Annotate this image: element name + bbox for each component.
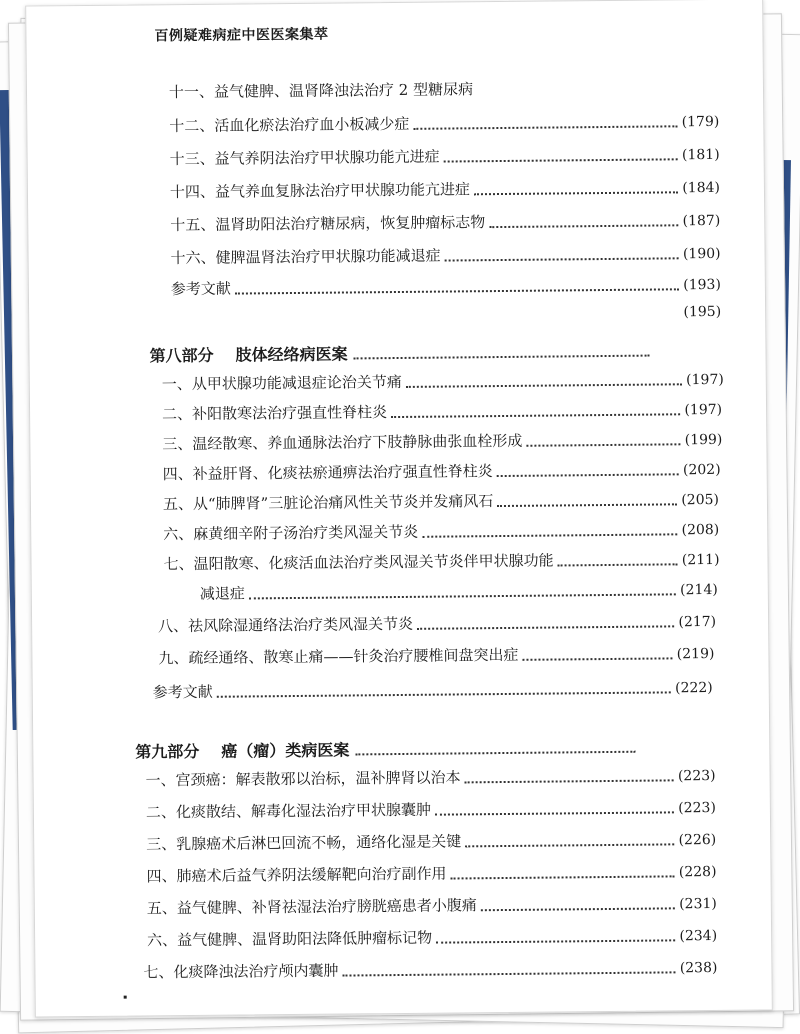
toc-entry[interactable] (143, 956, 717, 984)
toc-entry[interactable] (153, 676, 713, 703)
leader-dots (558, 563, 678, 566)
toc-entry-page: (179) (681, 113, 720, 131)
toc-entry-title: 二、补阳散寒法治疗强直性脊柱炎 (162, 403, 388, 424)
toc-entry-page: (199) (684, 431, 723, 449)
leader-dots (391, 413, 680, 418)
toc-entry[interactable] (158, 642, 714, 669)
toc-entry-title: 参考文献 (170, 279, 231, 299)
toc-page (25, 0, 773, 1018)
toc-entry[interactable] (146, 796, 716, 823)
toc-entry-page: (238) (679, 959, 718, 977)
toc-entry-page: (197) (684, 401, 723, 419)
leader-dots (422, 533, 677, 537)
toc-entry-page: (217) (678, 613, 717, 631)
toc-entry[interactable] (171, 304, 721, 331)
toc-entry-page: (214) (680, 581, 718, 599)
leader-dots (522, 657, 672, 660)
toc-entry-page: (197) (686, 371, 724, 389)
leader-dots (417, 625, 674, 629)
leader-dots (481, 907, 675, 911)
leader-dots (526, 443, 680, 446)
toc-entry-title: 减退症 (199, 584, 245, 603)
toc-entry[interactable] (146, 860, 716, 887)
toc-entry-title: 十二、活血化瘀法治疗血小板减少症 (169, 114, 410, 136)
toc-entry-title: 十六、健脾温肾法治疗甲状腺功能减退症 (170, 246, 441, 268)
running-header: 百例疑难病症中医医案集萃 (154, 26, 329, 45)
leader-dots (435, 811, 674, 815)
print-speck (124, 996, 127, 999)
toc-entry-title: 十一、益气健脾、温肾降浊法治疗 2 型糖尿病 (168, 80, 474, 102)
toc-entry-title: 三、乳腺癌术后淋巴回流不畅，通络化湿是关键 (146, 832, 462, 854)
toc-entry-title: 一、从甲状腺功能减退症论治关节痛 (161, 372, 402, 394)
toc-entry[interactable] (162, 368, 724, 395)
section-title: 肢体经络病医案 (235, 344, 348, 365)
section-part-number: 第八部分 (149, 345, 214, 366)
leader-dots (465, 779, 674, 783)
toc-entry[interactable] (162, 428, 722, 455)
toc-entry-title: 六、益气健脾、温肾助阳法降低肿瘤标记物 (147, 928, 433, 950)
toc-entry-title: 八、祛风除湿通络法治疗类风湿关节炎 (158, 614, 414, 636)
toc-entry-page: (208) (681, 521, 720, 539)
toc-entry-title: 二、化痰散结、解毒化湿法治疗甲状腺囊肿 (145, 800, 431, 822)
toc-entry[interactable] (170, 242, 720, 269)
toc-entry-title: 七、化痰降浊法治疗颅内囊肿 (143, 961, 339, 982)
toc-entry-title: 十五、温肾助阳法治疗糖尿病，恢复肿瘤标志物 (170, 213, 486, 235)
toc-entry-title: 五、益气健脾、补肾祛湿法治疗膀胱癌患者小腹痛 (146, 896, 477, 918)
toc-entry-page: (181) (681, 146, 720, 164)
toc-entry-page: (211) (681, 551, 720, 569)
leader-dots (445, 257, 679, 261)
section-title: 癌（瘤）类病医案 (221, 740, 350, 761)
toc-entry[interactable] (169, 110, 719, 137)
toc-entry[interactable] (163, 458, 721, 485)
leader-dots (497, 473, 679, 477)
toc-entry-page: (193) (683, 276, 721, 294)
toc-entry-title: 五、从“肺脾肾”三脏论治痛风性关节炎并发痛风石 (162, 492, 494, 514)
toc-entry-title: 三、温经散寒、养血通脉法治疗下肢静脉曲张血栓形成 (162, 431, 523, 454)
leader-dots (355, 750, 635, 755)
leader-dots (354, 354, 650, 359)
toc-entry[interactable] (200, 578, 718, 605)
toc-entry-title: 参考文献 (152, 682, 213, 702)
leader-dots (444, 158, 678, 162)
toc-entry-page: (231) (679, 895, 717, 913)
toc-entry[interactable] (146, 828, 716, 855)
toc-entry[interactable] (162, 398, 722, 425)
toc-entry[interactable] (170, 143, 720, 170)
toc-entry-page: (187) (682, 212, 721, 230)
leader-dots (451, 875, 675, 879)
leader-dots (175, 320, 679, 325)
leader-dots (465, 843, 674, 847)
toc-entry-page: (190) (682, 245, 721, 263)
toc-entry-page: (222) (675, 679, 713, 697)
leader-dots (406, 383, 682, 388)
leader-dots (497, 503, 677, 507)
toc-entry-title: 十三、益气养阴法治疗甲状腺功能亢进症 (169, 147, 440, 169)
toc-entry[interactable] (171, 273, 721, 300)
toc-entry-title: 六、麻黄细辛附子汤治疗类风湿关节炎 (163, 522, 419, 544)
toc-entry[interactable] (170, 176, 720, 203)
toc-entry-page: (226) (678, 831, 717, 849)
toc-entry-page: (195) (683, 303, 722, 321)
toc-entry[interactable] (147, 892, 717, 919)
toc-entry-page: (219) (676, 645, 715, 663)
toc-entry-page: (184) (682, 179, 721, 197)
leader-dots (249, 593, 676, 599)
leader-dots (342, 971, 675, 976)
section-part-number: 第九部分 (135, 741, 200, 762)
leader-dots (235, 288, 679, 294)
leader-dots (489, 224, 678, 228)
toc-entry[interactable] (145, 764, 715, 791)
toc-entry-title: 四、补益肝肾、化痰祛瘀通痹法治疗强直性脊柱炎 (162, 462, 493, 484)
toc-entry[interactable] (158, 610, 716, 637)
section-heading[interactable] (135, 735, 635, 763)
leader-dots (413, 125, 677, 130)
toc-entry[interactable] (147, 924, 717, 951)
section-heading[interactable] (149, 339, 649, 367)
toc-entry-page: (223) (678, 799, 716, 817)
toc-entry-page: (234) (679, 927, 718, 945)
toc-entry[interactable] (169, 76, 701, 103)
leader-dots (217, 691, 671, 697)
toc-entry[interactable] (170, 209, 720, 236)
toc-entry-page: (223) (677, 767, 716, 785)
toc-entry-title: 一、宫颈癌：解表散邪以治标，温补脾肾以治本 (145, 768, 461, 790)
toc-entry-title: 十四、益气养血复脉法治疗甲状腺功能亢进症 (169, 180, 471, 202)
leader-dots (474, 191, 678, 195)
toc-entry[interactable] (163, 548, 719, 575)
toc-entry[interactable] (163, 518, 719, 545)
toc-entry-title: 七、温阳散寒、化痰活血法治疗类风湿关节炎伴甲状腺功能 (163, 551, 554, 574)
toc-entry-page: (205) (681, 491, 720, 509)
toc-entry-page: (202) (682, 461, 721, 479)
toc-entry[interactable] (163, 488, 719, 515)
toc-entry-page: (228) (678, 863, 717, 881)
toc-entry-title: 四、肺癌术后益气养阴法缓解靶向治疗副作用 (146, 864, 447, 886)
leader-dots (436, 939, 675, 943)
toc-entry-title: 九、疏经通络、散寒止痛——针灸治疗腰椎间盘突出症 (158, 645, 519, 668)
